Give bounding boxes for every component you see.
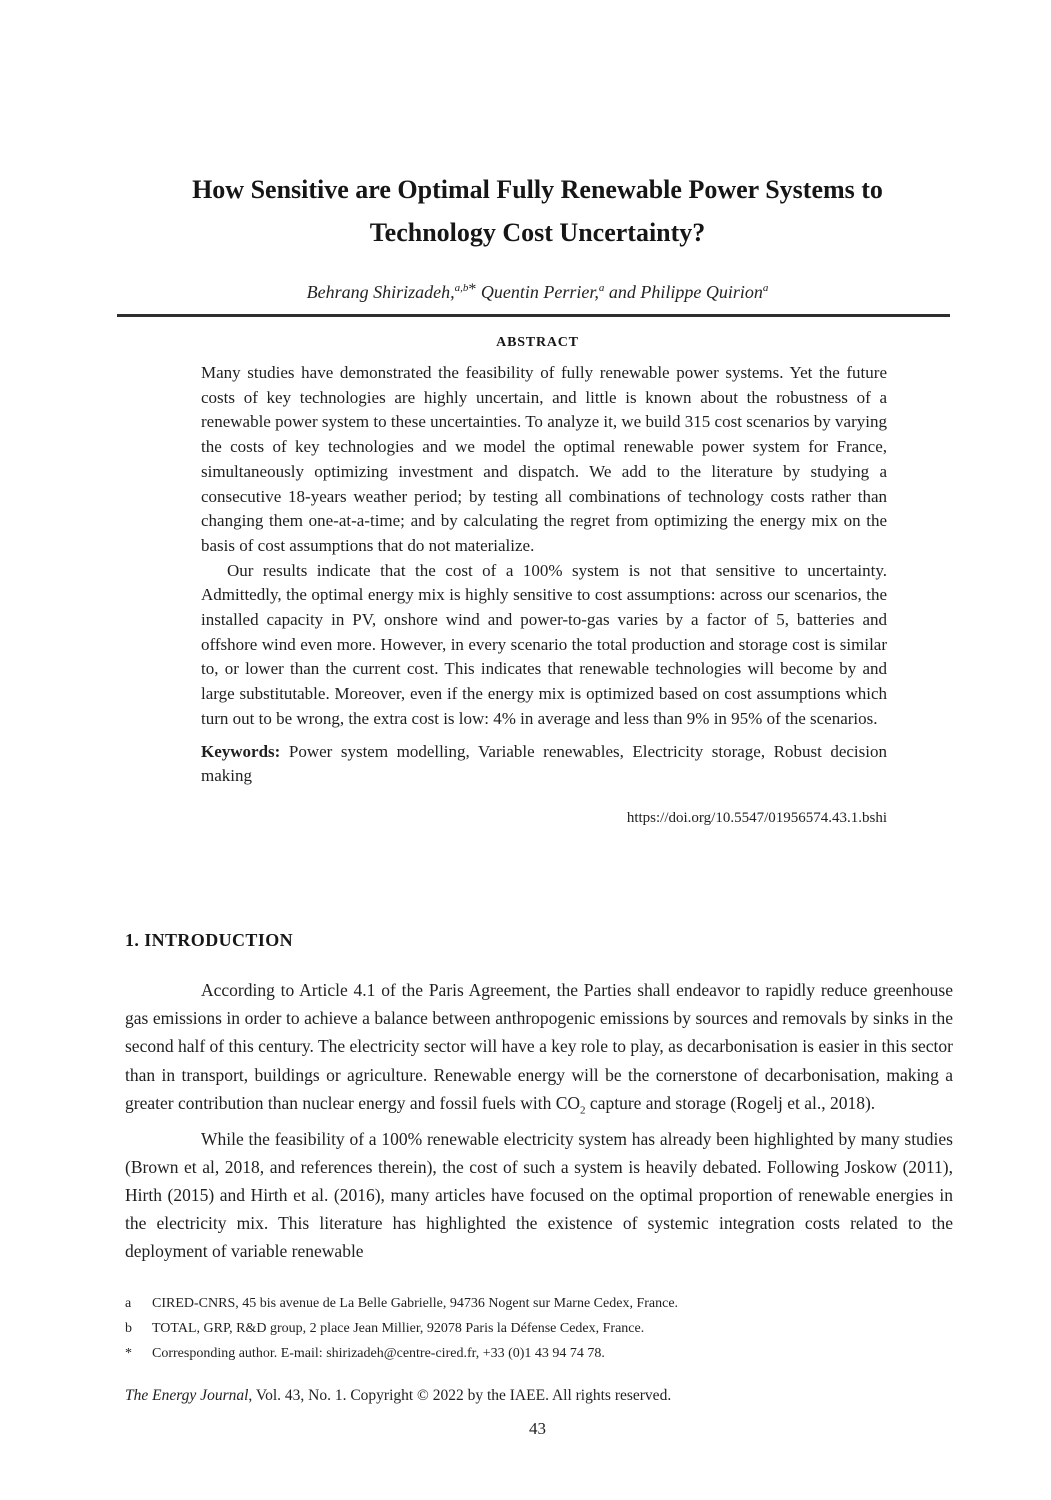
abstract-paragraph-1: Many studies have demonstrated the feasibility of fully renewable power systems. Yet the future costs of key technologies are highly uncertain, and little is known about the robustness of a renewable power system to these uncertainties. To analyze it, we build 315 cost scenarios by varying the costs of key technologies and we model the optimal renewable power system for France, simultaneously optimizing investment and dispatch. We add to the literature by studying a consecutive 18-years weather period; by testing all combinations of technology costs rather than changing them one-at-a-time; and by calculating the regret from optimizing the energy mix on the basis of cost assumptions that do not materialize. [201, 363, 887, 555]
abstract-section [201, 361, 887, 831]
author-3-affiliation-superscript: a [762, 282, 769, 294]
footnotes-block [125, 1291, 955, 1366]
abstract-heading: ABSTRACT [496, 335, 579, 350]
intro-paragraph-1-text: According to Article 4.1 of the Paris Agreement, the Parties shall endeavor to rapidly reduce greenhouse gas emissions in order to achieve a balance between anthropogenic emissions by sources and removals by sinks in the second half of this century. The electricity sector will have a key role to play, as decarbonisation is easier in this sector than in transport, buildings or agriculture. Renewable energy will be the cornerstone of decarbonisation, making a greater contribution than nuclear energy and fossil fuels with CO [125, 980, 953, 1113]
keywords-label: Keywords: [201, 741, 281, 761]
footnote-row-a [125, 1291, 955, 1316]
intro-paragraph-1-text-end: capture and storage (Rogelj et al., 2018). [585, 1092, 876, 1113]
authors-line [125, 281, 950, 303]
abstract-paragraph-2: Our results indicate that the cost of a 100% system is not that sensitive to uncertainty. Admittedly, the optimal energy mix is highly sensitive to cost assumptions: across our scenarios, the installed capacity in PV, onshore wind and power-to-gas varies by a factor of 5, batteries and offshore wind even more. However, in every scenario the total production and storage cost is similar to, or lower than the current cost. This indicates that renewable technologies will become by and large substitutable. Moreover, even if the energy mix is optimized based on cost assumptions which turn out to be wrong, the extra cost is low: 4% in average and less than 9% in 95% of the scenarios. [201, 560, 887, 728]
footnote-row-b [125, 1316, 955, 1341]
page-number: 43 [529, 1419, 546, 1438]
intro-paragraph-1 [125, 976, 953, 1125]
author-2-affiliation-superscript: a [598, 282, 605, 294]
paper-title-line-2: Technology Cost Uncertainty? [369, 218, 706, 247]
intro-paragraph-2: While the feasibility of a 100% renewable electricity system has already been highlighted by many studies (Brown et al, 2018, and references therein), the cost of such a system is heavily debated. Following Joskow (2011), Hirth (2015) and Hirth et al. (2016), many articles have focused on the optimal proportion of renewable energies in the electricity mix. This literature has highlighted the existence of systemic integration costs related to the deployment of variable renewable [125, 1128, 953, 1262]
keywords-line [201, 740, 887, 789]
footnote-text-a: CIRED-CNRS, 45 bis avenue de La Belle Gabrielle, 94736 Nogent sur Marne Cedex, France. [152, 1296, 679, 1311]
journal-footer [125, 1387, 955, 1405]
author-name-2: Quentin Perrier, [476, 282, 599, 302]
footnote-row-corresponding [125, 1341, 955, 1366]
doi-text: https://doi.org/10.5547/01956574.43.1.bshi [626, 809, 887, 826]
section-heading-introduction: 1. INTRODUCTION [125, 930, 294, 950]
footnote-label-asterisk: * [125, 1346, 132, 1361]
co2-subscript: 2 [580, 1104, 586, 1117]
journal-name: The Energy Journal [125, 1387, 249, 1404]
author-name-3: and Philippe Quirion [604, 282, 763, 302]
introduction-section [125, 976, 953, 1266]
paper-title [125, 168, 950, 254]
keywords-text: Power system modelling, Variable renewables, Electricity storage, Robust decision making [201, 741, 887, 786]
paper-title-line-1: How Sensitive are Optimal Fully Renewable Power Systems to [192, 175, 883, 204]
header-divider-rule [117, 314, 950, 317]
footnote-label-b: b [125, 1321, 132, 1336]
author-1-affiliation-superscript: a,b [454, 282, 469, 294]
journal-footer-text: , Vol. 43, No. 1. Copyright © 2022 by the IAEE. All rights reserved. [248, 1387, 672, 1404]
corresponding-author-asterisk: * [468, 281, 477, 298]
footnote-text-corresponding: Corresponding author. E-mail: shirizadeh@centre-cired.fr, +33 (0)1 43 94 74 78. [152, 1346, 605, 1361]
footnote-label-a: a [125, 1296, 132, 1311]
author-name-1: Behrang Shirizadeh, [306, 282, 455, 302]
footnote-text-b: TOTAL, GRP, R&D group, 2 place Jean Millier, 92078 Paris la Défense Cedex, France. [152, 1321, 645, 1336]
